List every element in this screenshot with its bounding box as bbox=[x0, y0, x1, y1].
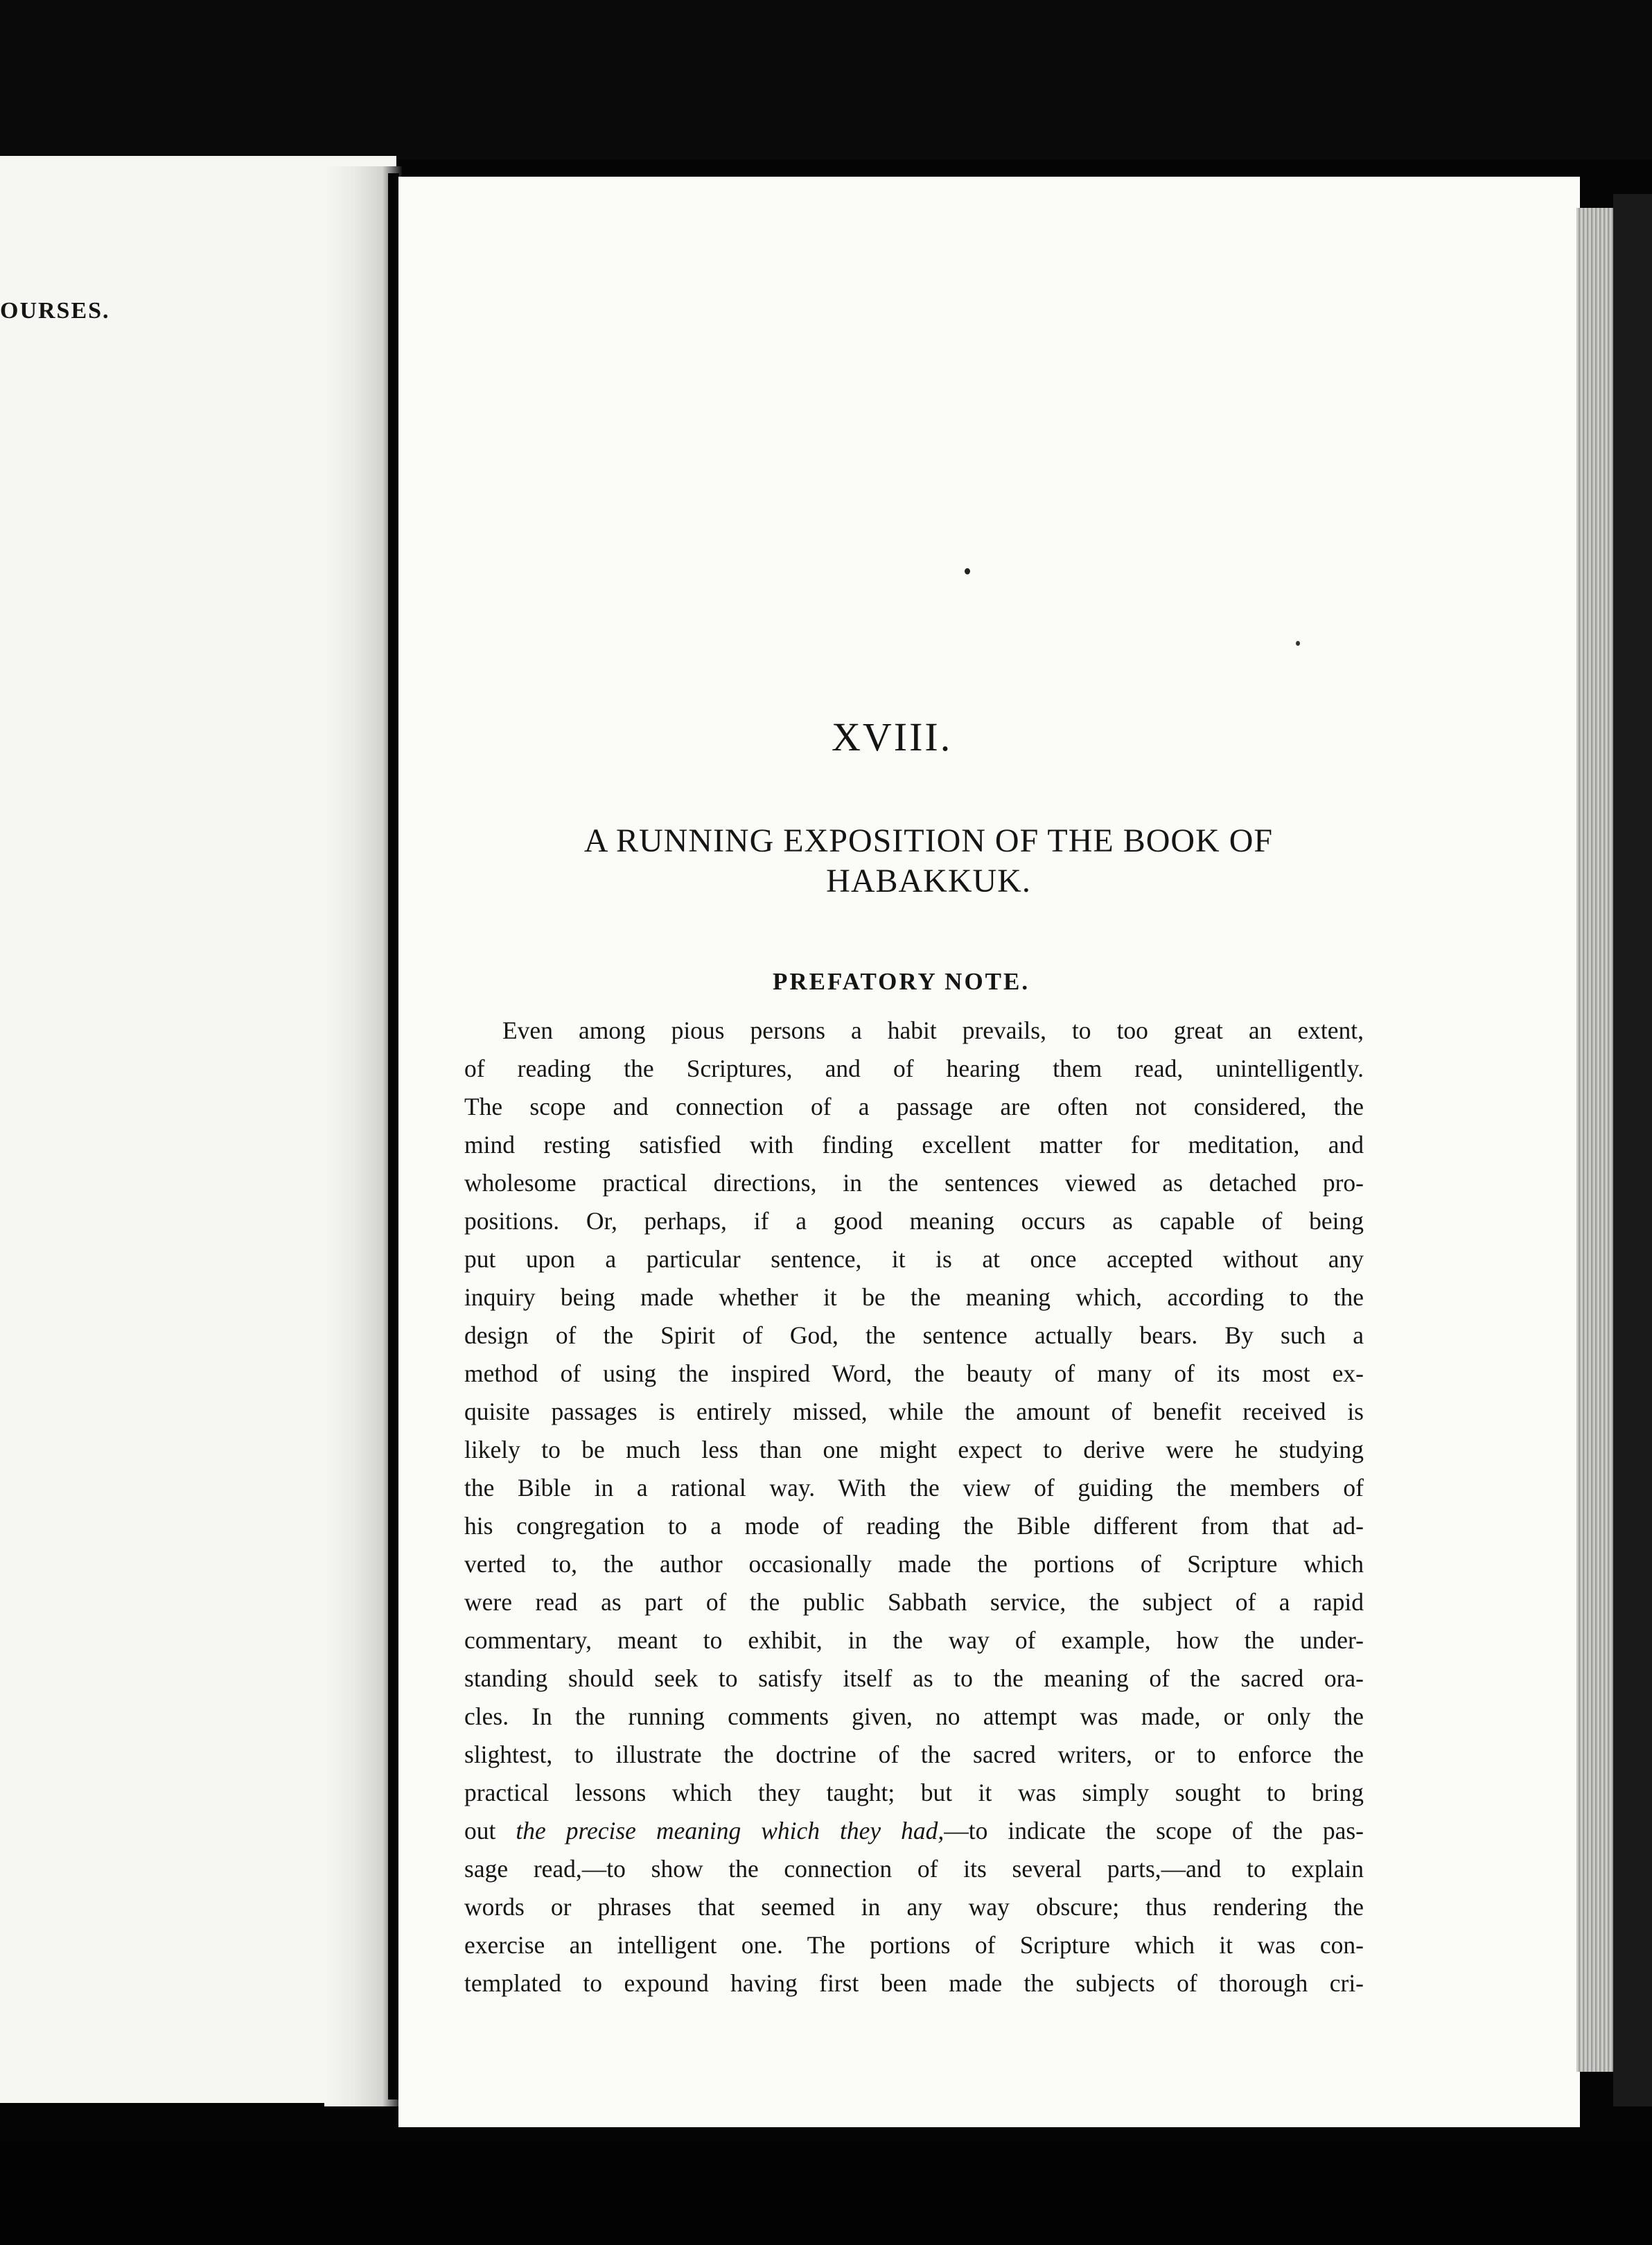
body-text-line: were read as part of the public Sabbath service, the subject of a rapid bbox=[464, 1588, 1364, 1616]
left-running-head: OURSES. bbox=[0, 298, 110, 324]
body-text-line: design of the Spirit of God, the sentence actually bears. By such a bbox=[464, 1321, 1364, 1349]
body-text-line: commentary, meant to exhibit, in the way of example, how the under- bbox=[464, 1626, 1364, 1654]
body-text-line: wholesome practical directions, in the sentences viewed as detached pro- bbox=[464, 1169, 1364, 1197]
body-text-line: mind resting satisfied with finding excellent matter for meditation, and bbox=[464, 1131, 1364, 1159]
body-text-line: verted to, the author occasionally made the portions of Scripture which bbox=[464, 1550, 1364, 1578]
body-text-line: sage read,—to show the connection of its several parts,—and to explain bbox=[464, 1855, 1364, 1883]
gutter-binding-line bbox=[388, 173, 399, 2099]
dark-background-bottom bbox=[0, 2141, 1652, 2245]
dark-background-top bbox=[0, 0, 1652, 159]
body-text-line: practical lessons which they taught; but it was simply sought to bring bbox=[464, 1779, 1364, 1806]
body-text-line: of reading the Scriptures, and of hearing them read, unintelligently. bbox=[464, 1055, 1364, 1082]
body-text-line: exercise an intelligent one. The portions of Scripture which it was con- bbox=[464, 1931, 1364, 1959]
page-block-edge bbox=[1576, 208, 1615, 2072]
body-text-line: quisite passages is entirely missed, while the amount of benefit received is bbox=[464, 1398, 1364, 1425]
body-text-line: slightest, to illustrate the doctrine of the sacred writers, or to enforce the bbox=[464, 1741, 1364, 1768]
ink-speck bbox=[965, 568, 970, 574]
body-text-line: positions. Or, perhaps, if a good meaning occurs as capable of being bbox=[464, 1207, 1364, 1235]
body-text-line: likely to be much less than one might expect to derive were he studying bbox=[464, 1436, 1364, 1463]
chapter-title bbox=[541, 821, 1317, 901]
body-text-line-with-italic bbox=[464, 1812, 1364, 1850]
ink-speck bbox=[1296, 641, 1300, 646]
body-text-line: put upon a particular sentence, it is at once accepted without any bbox=[464, 1245, 1364, 1273]
body-text-line: inquiry being made whether it be the meaning which, according to the bbox=[464, 1283, 1364, 1311]
body-text-line: The scope and connection of a passage are often not considered, the bbox=[464, 1093, 1364, 1120]
body-text-line: cles. In the running comments given, no attempt was made, or only the bbox=[464, 1702, 1364, 1730]
body-text-run: out bbox=[464, 1817, 516, 1845]
chapter-number: XVIII. bbox=[832, 714, 953, 759]
body-text-line: method of using the inspired Word, the beauty of many of its most ex- bbox=[464, 1359, 1364, 1387]
chapter-title-line: HABAKKUK. bbox=[826, 863, 1031, 899]
prefatory-note-body bbox=[464, 1012, 1364, 2002]
italic-emphasis: the precise meaning which they had, bbox=[516, 1817, 944, 1845]
section-heading: PREFATORY NOTE. bbox=[773, 968, 1030, 995]
body-text-line: words or phrases that seemed in any way obscure; thus rendering the bbox=[464, 1893, 1364, 1921]
body-text-line: standing should seek to satisfy itself as to the meaning of the sacred ora- bbox=[464, 1664, 1364, 1692]
body-text-line: Even among pious persons a habit prevails, to too great an extent, bbox=[502, 1016, 1364, 1044]
body-text-line: templated to expound having first been made the subjects of thorough cri- bbox=[464, 1969, 1364, 1997]
body-text-run: —to indicate the scope of the pas- bbox=[944, 1817, 1364, 1845]
chapter-title-line: A RUNNING EXPOSITION OF THE BOOK OF bbox=[583, 822, 1274, 859]
book-cover-edge bbox=[1613, 194, 1652, 2106]
body-text-line: the Bible in a rational way. With the view of guiding the members of bbox=[464, 1474, 1364, 1502]
body-text-line: his congregation to a mode of reading the Bible different from that ad- bbox=[464, 1512, 1364, 1540]
